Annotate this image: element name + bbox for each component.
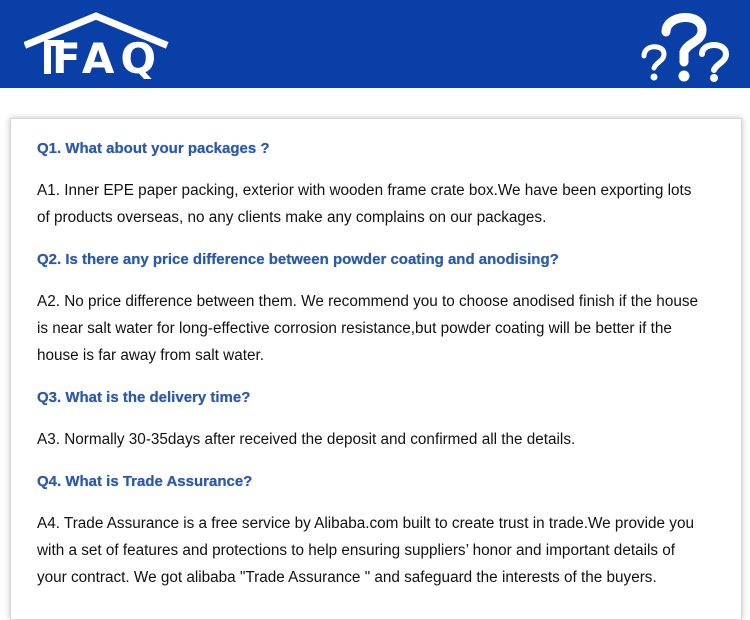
faq-answer-1 [37,177,727,231]
faq-answer-4 [37,510,727,591]
faq-answer-3 [37,426,727,453]
faq-answer-2 [37,288,727,369]
answer-line: A3. Normally 30-35days after received the deposit and confirmed all the details. [37,431,576,448]
answer-line: house is far away from salt water. [37,347,264,364]
faq-question-4: Q4. What is Trade Assurance? [37,473,253,490]
answer-line: A2. No price difference between them. We recommend you to choose anodised finish if the house [37,293,698,310]
answer-line: your contract. We got alibaba "Trade Assurance " and safeguard the interests of the buyers. [37,569,657,586]
question-marks-icon [636,4,736,84]
answer-line: A1. Inner EPE paper packing, exterior with wooden frame crate box.We have been exporting lots [37,182,692,199]
faq-question-2: Q2. Is there any price difference between powder coating and anodising? [37,251,559,268]
faq-title: FAQ [52,34,163,83]
faq-card [10,118,742,620]
faq-question-3: Q3. What is the delivery time? [37,389,251,406]
answer-line: with a set of features and protections to help ensuring suppliers’ honor and important details of [37,542,676,559]
answer-line: is near salt water for long-effective corrosion resistance,but powder coating will be better if the [37,320,672,337]
faq-question-1: Q1. What about your packages ? [37,140,270,157]
answer-line: A4. Trade Assurance is a free service by Alibaba.com built to create trust in trade.We provide you [37,515,694,532]
faq-banner [0,0,750,88]
answer-line: of products overseas, no any clients make any complains on our packages. [37,209,547,226]
